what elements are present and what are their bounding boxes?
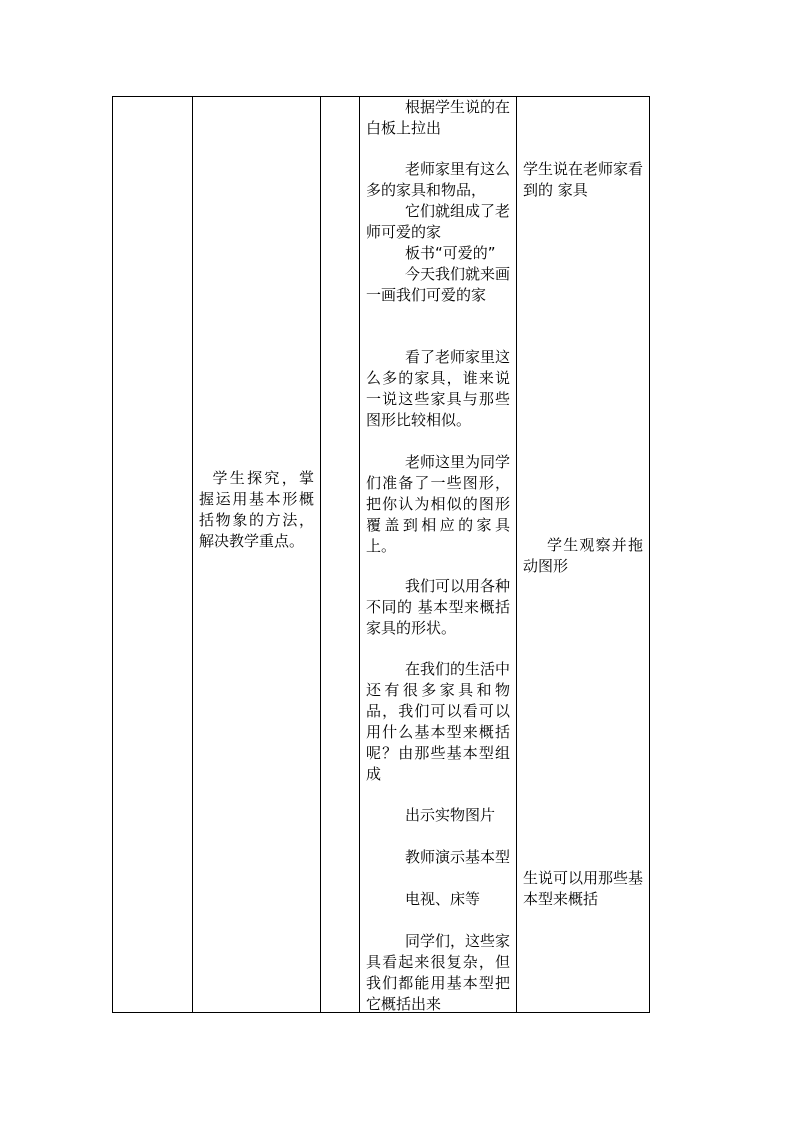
- teacher-paragraph: 根据学生说的在白板上拉出: [366, 98, 511, 137]
- student-paragraph: 生说可以用那些基本型来概括: [523, 869, 644, 908]
- teacher-paragraph: 今天我们就来画一画我们可爱的家: [366, 265, 511, 304]
- time-cell: [321, 97, 360, 1013]
- teacher-paragraph: 在我们的生活中还有很多家具和物品，我们可以看可以用什么基本型来概括呢？由那些基本型组成: [366, 660, 511, 783]
- stage-cell: [113, 97, 193, 1013]
- teacher-paragraph: 同学们，这些家具看起来很复杂，但我们都能用基本型把它概括出来: [366, 932, 511, 1013]
- goal-text: 学生探究，掌握运用基本形概括物象的方法，解决教学重点。: [199, 469, 314, 550]
- teacher-paragraph: 它们就组成了老师可爱的家: [366, 202, 511, 241]
- teacher-paragraph: 出示实物图片: [405, 806, 496, 824]
- table-row: [113, 97, 650, 1013]
- goal-cell: [193, 97, 321, 1013]
- teacher-paragraph: 电视、床等: [405, 890, 481, 908]
- lesson-plan-table: [112, 96, 650, 1013]
- student-paragraph: 学生观察并拖动图形: [523, 536, 643, 575]
- teacher-paragraph: 老师这里为同学们准备了一些图形，把你认为相似的图形覆盖到相应的家具上。: [366, 453, 511, 555]
- teacher-activity-cell: [360, 97, 517, 1013]
- teacher-paragraph: 老师家里有这么多的家具和物品，: [366, 160, 511, 199]
- student-activity-cell: [517, 97, 650, 1013]
- teacher-paragraph: 看了老师家里这么多的家具，谁来说一说这些家具与那些图形比较相似。: [366, 348, 511, 429]
- teacher-paragraph: 教师演示基本型: [405, 848, 511, 866]
- teacher-paragraph: 板书“可爱的”: [405, 244, 496, 262]
- teacher-paragraph: 我们可以用各种不同的 基本型来概括家具的形状。: [366, 577, 511, 637]
- student-paragraph: 学生说在老师家看到的 家具: [523, 160, 644, 199]
